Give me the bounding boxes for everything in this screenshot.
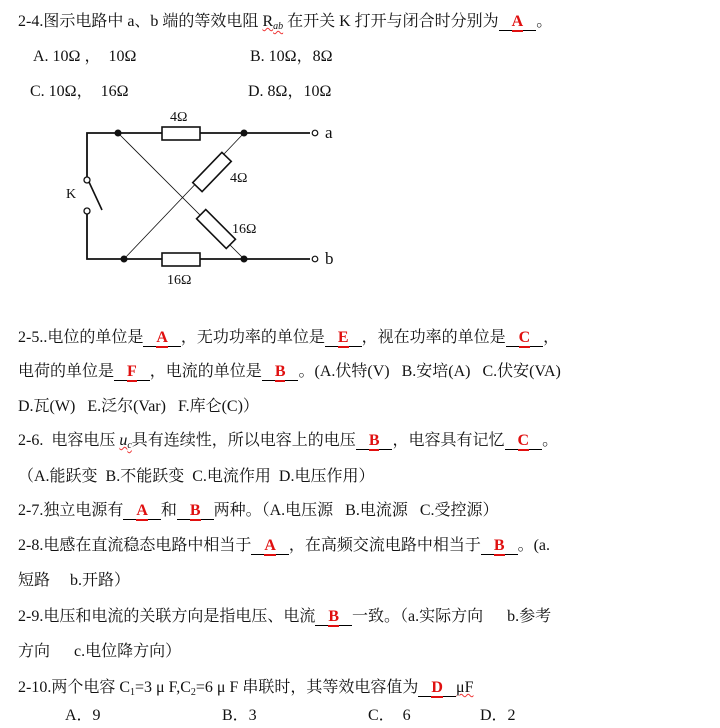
q2-10-option-c: C． 6 [368, 707, 411, 724]
subscript-text: ab [273, 21, 284, 32]
label-r-top: 4Ω [170, 110, 188, 125]
answer-letter: A [136, 502, 148, 519]
question-text-segment: D.瓦(W) E.泛尔(Var) F.库仑(C)） [18, 398, 259, 415]
question-text-segment: =3 μ F,C [135, 679, 191, 696]
label-r-diag-2: 16Ω [232, 222, 257, 237]
question-text-segment: 。 [542, 432, 559, 449]
node [241, 130, 248, 137]
resistor-diagonal-2 [197, 210, 236, 249]
q2-4-option-d: D. 8Ω，10Ω [248, 83, 332, 100]
answer-letter: B [274, 363, 286, 380]
question-text-segment: 短路 b.开路） [18, 572, 131, 589]
resistor-top [162, 127, 200, 140]
resistor-diagonal-1 [193, 152, 232, 191]
question-text-segment: 在开关 K 打开与闭合时分别为 [283, 13, 499, 30]
answer-letter: D [431, 679, 443, 696]
question-text-segment: ，无功功率的单位是 [180, 329, 325, 346]
question-text-segment: ，电容具有记忆 [392, 432, 505, 449]
question-text-segment: =6 μ F 串联时，其等效电容值为 [195, 679, 419, 696]
answer-letter: E [337, 329, 349, 346]
question-text-segment: 2-10.两个电容 C [18, 679, 131, 696]
question-text-segment: 2-4.图示电路中 a、b 端的等效电阻 [18, 13, 263, 30]
question-text-segment: 方向 c.电位降方向） [18, 643, 182, 660]
answer-letter: B [189, 502, 201, 519]
question-text-segment: 。 [536, 13, 553, 30]
label-terminal-b: b [325, 249, 334, 268]
question-text-segment: ， [543, 329, 560, 346]
subscript-text: c [127, 440, 132, 451]
answer-letter: B [493, 537, 505, 554]
q2-4-option-b: B. 10Ω，8Ω [250, 48, 333, 65]
question-text-segment: ，在高频交流电路中相当于 [288, 537, 481, 554]
question-text-segment: 2-8.电感在直流稳态电路中相当于 [18, 537, 252, 554]
question-text-segment: 。(a. [517, 537, 551, 554]
switch-lever [89, 182, 102, 210]
question-text-segment: 2-7.独立电源有 [18, 502, 124, 519]
q2-10-option-b: B．3 [222, 707, 257, 724]
question-text-segment: 具有连续性，所以电容上的电压 [131, 432, 356, 449]
question-text-segment: 2-9.电压和电流的关联方向是指电压、电流 [18, 608, 316, 625]
question-text-segment: 和 [160, 502, 177, 519]
question-text-segment: u [119, 432, 128, 449]
answer-letter: A [156, 329, 168, 346]
node [121, 256, 128, 263]
terminal-a-icon [312, 130, 318, 136]
q2-10-option-d: D．2 [480, 707, 516, 724]
answer-letter: A [264, 537, 276, 554]
node [241, 256, 248, 263]
label-r-diag-1: 4Ω [230, 171, 248, 186]
question-text-segment: μF [455, 679, 474, 696]
question-text-segment: 。(A.伏特(V) B.安培(A) C.伏安(VA) [298, 363, 561, 380]
answer-letter: A [511, 13, 524, 30]
question-text-segment: 两种。（A.电压源 B.电流源 C.受控源） [213, 502, 499, 519]
terminal-b-icon [312, 256, 318, 262]
answer-letter: C [518, 329, 531, 346]
question-text-segment: 2-5..电位的单位是 [18, 329, 144, 346]
node [115, 130, 122, 137]
question-text-segment: ，电流的单位是 [149, 363, 262, 380]
question-text-segment: 一致。（a.实际方向 b.参考 [352, 608, 552, 625]
question-text-segment: （A.能跃变 B.不能跃变 C.电流作用 D.电压作用） [18, 468, 375, 485]
answer-letter: F [127, 363, 137, 380]
question-text-segment: ，视在功率的单位是 [361, 329, 506, 346]
label-r-bottom: 16Ω [167, 273, 192, 288]
label-terminal-a: a [325, 123, 333, 142]
subscript-text: 2 [190, 687, 196, 698]
switch-contact-bottom [84, 208, 90, 214]
resistor-bottom [162, 253, 200, 266]
q2-4-option-a: A. 10Ω ， 10Ω [33, 48, 137, 65]
q2-10-option-a: A．9 [65, 707, 101, 724]
label-switch-k: K [66, 187, 77, 202]
answer-letter: C [517, 432, 530, 449]
question-text-segment: R [262, 13, 274, 30]
subscript-text: 1 [130, 687, 136, 698]
answer-letter: B [368, 432, 380, 449]
q2-4-option-c: C. 10Ω， 16Ω [30, 83, 129, 100]
question-text-segment: 2-6. 电容电压 [18, 432, 120, 449]
question-text-segment: 电荷的单位是 [18, 363, 115, 380]
answer-letter: B [328, 608, 340, 625]
